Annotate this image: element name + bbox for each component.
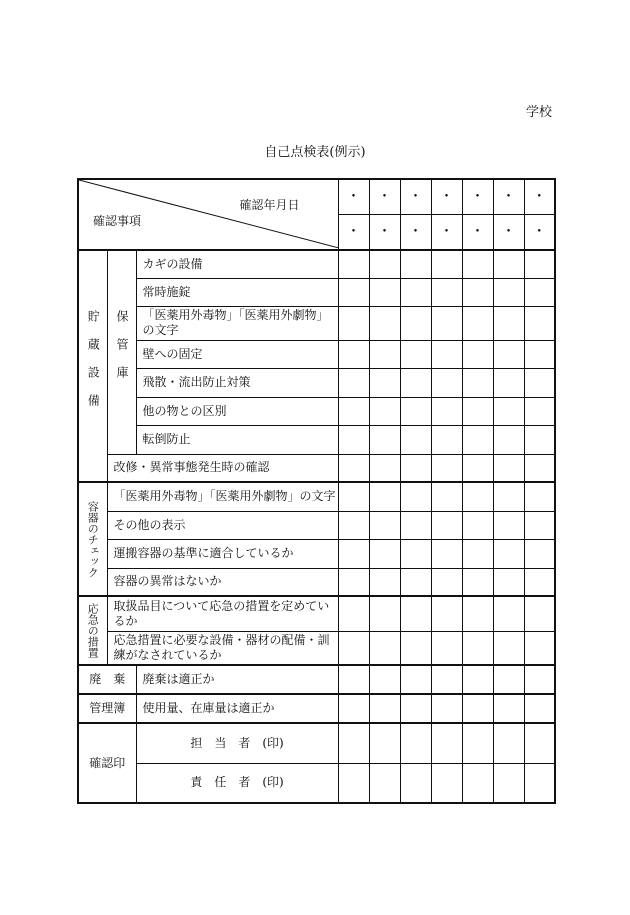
check-cell[interactable] [524, 482, 555, 511]
check-cell[interactable] [338, 694, 369, 723]
check-cell[interactable] [493, 278, 524, 306]
check-cell[interactable] [431, 425, 462, 454]
check-cell[interactable] [462, 306, 493, 340]
check-cell[interactable] [462, 511, 493, 539]
check-cell[interactable] [369, 306, 400, 340]
check-cell[interactable] [369, 425, 400, 454]
check-cell[interactable] [369, 539, 400, 568]
check-cell[interactable] [369, 368, 400, 397]
check-cell[interactable] [369, 596, 400, 631]
page-title: 自己点検表(例示) [264, 145, 366, 160]
check-item: 他の物との区別 [136, 397, 338, 425]
seal-cell[interactable] [524, 723, 555, 763]
check-cell[interactable] [431, 511, 462, 539]
check-cell[interactable] [400, 511, 431, 539]
check-cell[interactable] [400, 454, 431, 482]
check-cell[interactable] [493, 482, 524, 511]
check-cell[interactable] [431, 340, 462, 368]
check-cell[interactable] [524, 454, 555, 482]
check-cell[interactable] [431, 454, 462, 482]
check-item: 飛散・流出防止対策 [136, 368, 338, 397]
check-cell[interactable] [524, 539, 555, 568]
check-cell[interactable] [369, 250, 400, 278]
check-item: 使用量、在庫量は適正か [136, 694, 338, 723]
check-cell[interactable] [493, 694, 524, 723]
check-cell[interactable] [493, 368, 524, 397]
check-item: 「医薬用外毒物」「医薬用外劇物」の文字 [136, 306, 338, 340]
seal-label: 確認印 [78, 723, 136, 803]
check-cell[interactable] [400, 306, 431, 340]
check-cell[interactable] [338, 340, 369, 368]
check-cell[interactable] [493, 306, 524, 340]
check-cell[interactable] [338, 596, 369, 631]
check-item: 取扱品目について応急の措置を定めているか [107, 596, 338, 631]
check-cell[interactable] [493, 539, 524, 568]
seal-cell[interactable] [493, 763, 524, 803]
check-cell[interactable] [431, 665, 462, 694]
check-cell[interactable] [369, 631, 400, 665]
check-cell[interactable] [369, 397, 400, 425]
responsible-person-seal: 責 任 者 (印) [136, 763, 338, 803]
date-dot: ・ [532, 223, 547, 240]
check-cell[interactable] [431, 306, 462, 340]
seal-cell[interactable] [338, 723, 369, 763]
check-cell[interactable] [431, 482, 462, 511]
check-cell[interactable] [462, 454, 493, 482]
check-cell[interactable] [524, 397, 555, 425]
check-cell[interactable] [338, 539, 369, 568]
check-cell[interactable] [431, 539, 462, 568]
check-cell[interactable] [493, 425, 524, 454]
check-cell[interactable] [431, 250, 462, 278]
date-cell[interactable]: ・ [462, 179, 493, 215]
check-cell[interactable] [400, 425, 431, 454]
seal-cell[interactable] [369, 723, 400, 763]
check-cell[interactable] [400, 596, 431, 631]
check-cell[interactable] [431, 397, 462, 425]
check-item: 「医薬用外毒物」「医薬用外劇物」の文字 [107, 482, 338, 511]
check-cell[interactable] [431, 278, 462, 306]
check-cell[interactable] [493, 340, 524, 368]
check-cell[interactable] [338, 631, 369, 665]
check-cell[interactable] [400, 340, 431, 368]
check-cell[interactable] [462, 539, 493, 568]
seal-cell[interactable] [369, 763, 400, 803]
check-cell[interactable] [338, 482, 369, 511]
check-cell[interactable] [431, 631, 462, 665]
date-cell[interactable]: ・ [369, 179, 400, 215]
check-cell[interactable] [524, 368, 555, 397]
check-cell[interactable] [462, 278, 493, 306]
check-item: 廃棄は適正か [136, 665, 338, 694]
check-cell[interactable] [369, 482, 400, 511]
check-cell[interactable] [400, 482, 431, 511]
check-item: 壁への固定 [136, 340, 338, 368]
check-cell[interactable] [524, 306, 555, 340]
date-dot: ・ [346, 223, 361, 240]
check-cell[interactable] [462, 340, 493, 368]
check-cell[interactable] [338, 278, 369, 306]
check-cell[interactable] [493, 596, 524, 631]
check-cell[interactable] [338, 306, 369, 340]
check-cell[interactable] [338, 425, 369, 454]
check-cell[interactable] [462, 631, 493, 665]
check-cell[interactable] [338, 397, 369, 425]
check-cell[interactable] [493, 454, 524, 482]
seal-cell[interactable] [431, 723, 462, 763]
check-date-label: 確認年月日 [239, 198, 300, 212]
date-cell[interactable]: ・ [338, 179, 369, 215]
check-item: 転倒防止 [136, 425, 338, 454]
check-cell[interactable] [462, 250, 493, 278]
check-cell[interactable] [493, 250, 524, 278]
check-cell[interactable] [431, 368, 462, 397]
person-in-charge-seal: 担 当 者 (印) [136, 723, 338, 763]
date-cell[interactable]: ・ [431, 179, 462, 215]
check-cell[interactable] [493, 665, 524, 694]
check-cell[interactable] [369, 511, 400, 539]
check-cell[interactable] [462, 368, 493, 397]
check-cell[interactable] [369, 340, 400, 368]
check-item: 運搬容器の基準に適合しているか [107, 539, 338, 568]
date-dot: ・ [501, 223, 516, 240]
check-cell[interactable] [400, 397, 431, 425]
check-item: その他の表示 [107, 511, 338, 539]
date-cell[interactable]: ・ [493, 179, 524, 215]
seal-cell[interactable] [524, 763, 555, 803]
check-cell[interactable] [462, 397, 493, 425]
corner-header [78, 179, 338, 250]
check-cell[interactable] [338, 665, 369, 694]
check-item: 応急措置に必要な設備・器材の配備・訓練がなされているか [107, 631, 338, 665]
check-cell[interactable] [462, 596, 493, 631]
date-dot: ・ [439, 223, 454, 240]
check-cell[interactable] [431, 596, 462, 631]
check-cell[interactable] [524, 250, 555, 278]
school-label: 学校 [526, 105, 553, 120]
check-cell[interactable] [400, 631, 431, 665]
check-cell[interactable] [524, 278, 555, 306]
ledger-label: 管理簿 [78, 694, 136, 723]
check-cell[interactable] [524, 511, 555, 539]
check-item-label: 確認事項 [93, 214, 142, 228]
check-cell[interactable] [431, 568, 462, 596]
check-cell[interactable] [493, 631, 524, 665]
check-cell[interactable] [400, 250, 431, 278]
check-cell[interactable] [338, 368, 369, 397]
check-cell[interactable] [524, 340, 555, 368]
check-cell[interactable] [400, 539, 431, 568]
subgroup-cabinet-label: 保管庫 [107, 250, 136, 454]
check-item: 改修・異常事態発生時の確認 [107, 454, 338, 482]
seal-cell[interactable] [400, 723, 431, 763]
seal-cell[interactable] [462, 763, 493, 803]
check-cell[interactable] [462, 665, 493, 694]
seal-cell[interactable] [338, 763, 369, 803]
check-cell[interactable] [524, 425, 555, 454]
disposal-label: 廃 棄 [78, 665, 136, 694]
self-inspection-table [77, 178, 556, 804]
check-cell[interactable] [431, 694, 462, 723]
check-cell[interactable] [462, 694, 493, 723]
check-cell[interactable] [493, 511, 524, 539]
check-item: 常時施錠 [136, 278, 338, 306]
date-dot: ・ [377, 223, 392, 240]
seal-cell[interactable] [462, 723, 493, 763]
seal-cell[interactable] [493, 723, 524, 763]
check-cell[interactable] [524, 631, 555, 665]
check-cell[interactable] [338, 568, 369, 596]
check-cell[interactable] [400, 694, 431, 723]
date-dot: ・ [408, 223, 423, 240]
check-cell[interactable] [462, 568, 493, 596]
check-item: カギの設備 [136, 250, 338, 278]
check-cell[interactable] [369, 278, 400, 306]
date-dot: ・ [470, 223, 485, 240]
check-cell[interactable] [400, 368, 431, 397]
check-cell[interactable] [524, 568, 555, 596]
date-cell[interactable]: ・ [524, 179, 555, 215]
check-cell[interactable] [400, 568, 431, 596]
date-cell[interactable]: ・ [400, 179, 431, 215]
check-item: 容器の異常はないか [107, 568, 338, 596]
check-cell[interactable] [493, 568, 524, 596]
group-first-aid-label: 応急の措置 [78, 596, 107, 665]
seal-cell[interactable] [400, 763, 431, 803]
check-cell[interactable] [524, 665, 555, 694]
group-container-label: 容器のチェック [78, 482, 107, 596]
check-cell[interactable] [338, 511, 369, 539]
check-cell[interactable] [462, 482, 493, 511]
check-cell[interactable] [400, 278, 431, 306]
check-cell[interactable] [338, 250, 369, 278]
check-cell[interactable] [369, 694, 400, 723]
check-cell[interactable] [524, 596, 555, 631]
seal-cell[interactable] [431, 763, 462, 803]
check-cell[interactable] [338, 454, 369, 482]
check-cell[interactable] [369, 454, 400, 482]
check-cell[interactable] [400, 665, 431, 694]
check-cell[interactable] [493, 397, 524, 425]
check-cell[interactable] [462, 425, 493, 454]
check-cell[interactable] [524, 694, 555, 723]
check-cell[interactable] [369, 665, 400, 694]
check-cell[interactable] [369, 568, 400, 596]
group-storage-label: 貯蔵設備 [78, 250, 107, 482]
